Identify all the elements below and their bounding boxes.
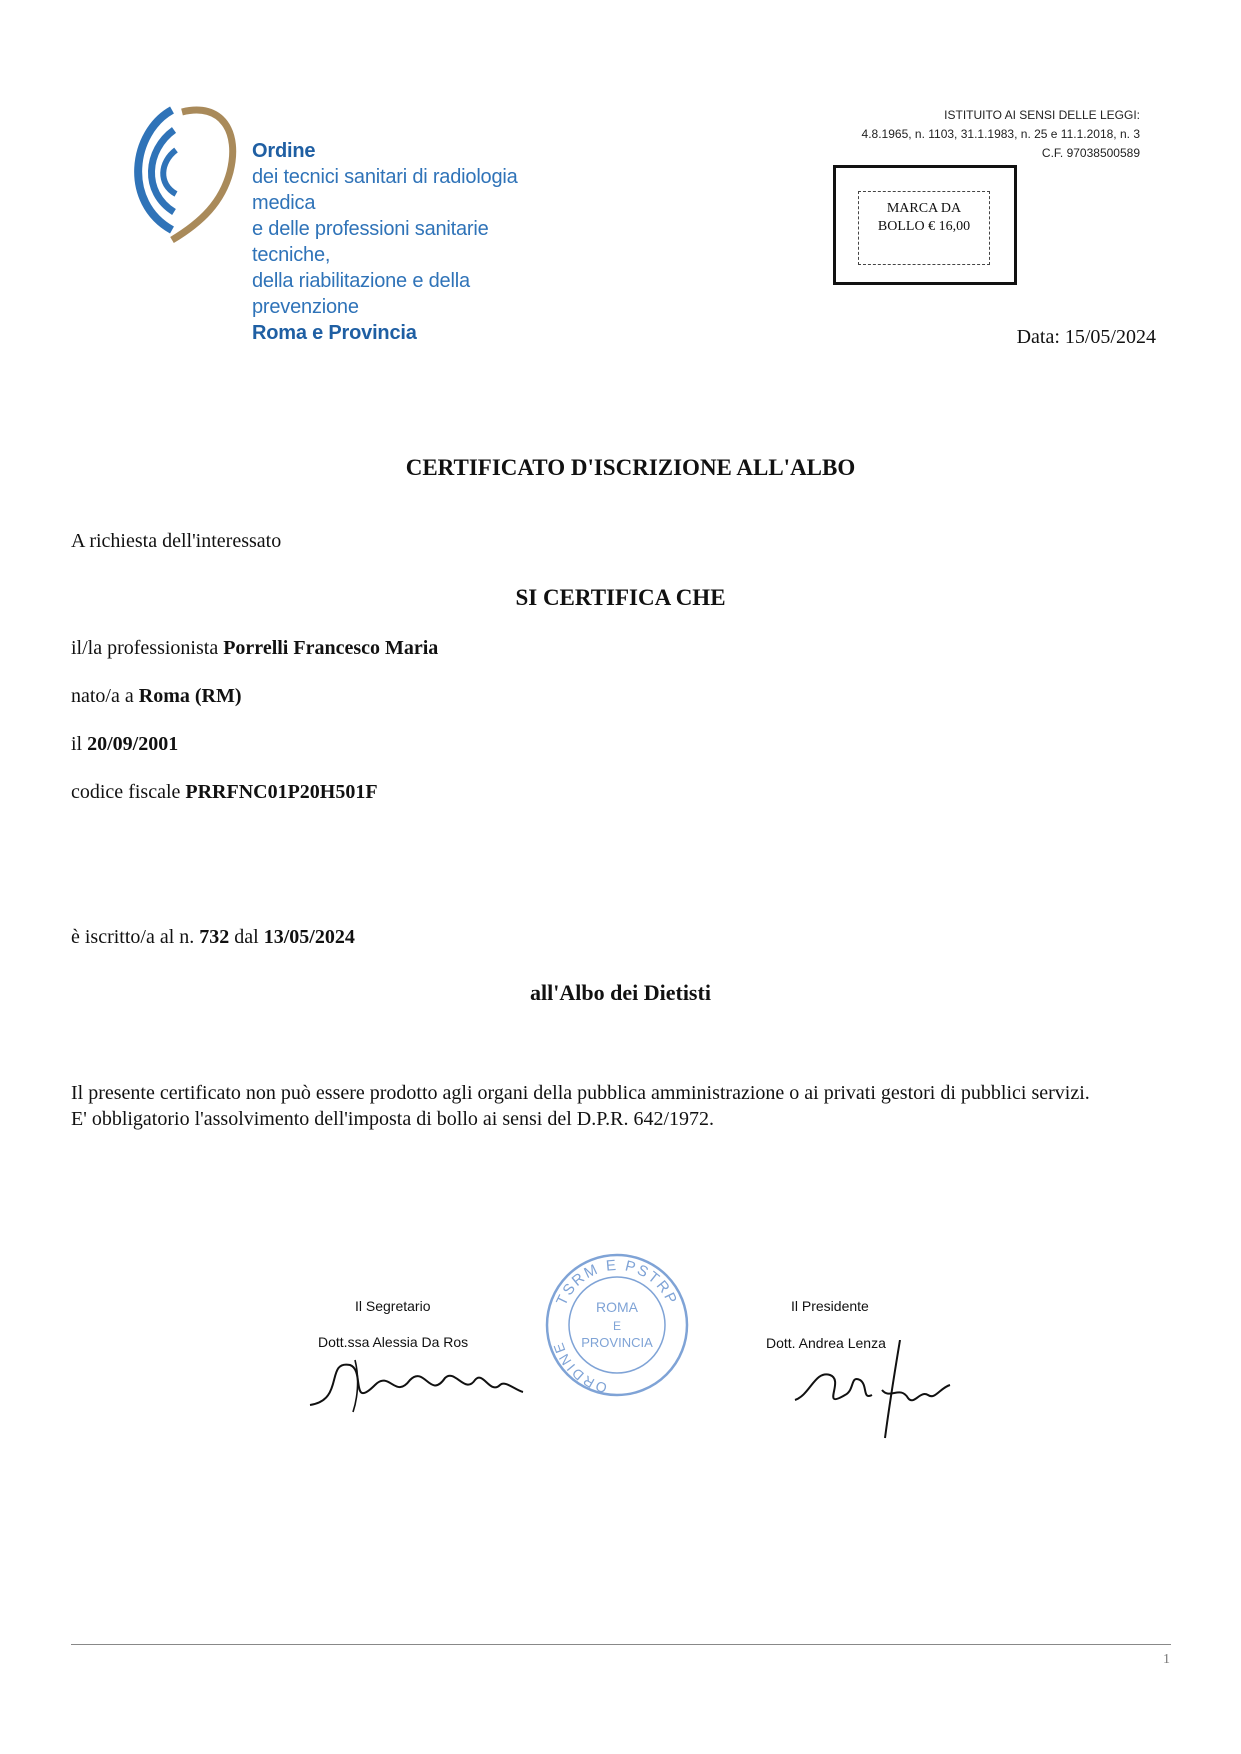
seal-center-3: PROVINCIA — [581, 1335, 653, 1350]
registration-number: 732 — [199, 926, 230, 948]
logo-title: Ordine — [252, 140, 316, 162]
professional-name: Porrelli Francesco Maria — [223, 637, 439, 659]
birthplace-line — [71, 685, 242, 708]
professional-line — [71, 637, 438, 660]
albo-name: all'Albo dei Dietisti — [530, 980, 711, 1005]
birthdate-label: il — [71, 733, 88, 755]
order-logo-icon — [112, 92, 242, 252]
legal-line-2: 4.8.1965, n. 1103, 31.1.1983, n. 25 e 11.1.2018, n. 3 — [861, 127, 1140, 141]
document-date: Data: 15/05/2024 — [1016, 326, 1156, 348]
birthplace-value: Roma (RM) — [138, 685, 242, 707]
request-line: A richiesta dell'interessato — [71, 530, 282, 552]
seal-ring-left: ORDINE — [549, 1339, 609, 1397]
registration-label-1: è iscritto/a al n. — [71, 926, 200, 948]
stamp-line-1: MARCA DA — [886, 201, 962, 216]
secretary-signature-icon — [305, 1340, 525, 1420]
legal-line-3: C.F. 97038500589 — [1041, 146, 1140, 160]
logo-wordmark — [252, 138, 572, 346]
notice-line-2: E' obbligatorio l'assolvimento dell'imposta di bollo ai sensi del D.P.R. 642/1972. — [71, 1108, 714, 1130]
seal-ring-top: TSRM E PSTRP — [553, 1256, 681, 1309]
birthdate-value: 20/09/2001 — [87, 733, 179, 755]
secretary-name: Dott.ssa Alessia Da Ros — [318, 1334, 469, 1350]
fiscal-code-label: codice fiscale — [71, 781, 186, 803]
legal-notice — [71, 1080, 1171, 1132]
president-role: Il Presidente — [791, 1298, 869, 1314]
birthdate-line — [71, 733, 178, 756]
fiscal-code-line — [71, 781, 378, 804]
official-seal-icon — [542, 1250, 692, 1400]
legal-reference — [780, 106, 1140, 163]
logo-line-2: e delle professioni sanitarie tecniche, — [252, 218, 489, 266]
page-number: 1 — [1163, 1652, 1170, 1667]
registration-line — [71, 926, 355, 949]
seal-center-1: ROMA — [596, 1299, 638, 1315]
revenue-stamp — [858, 191, 990, 265]
fiscal-code-value: PRRFNC01P20H501F — [185, 781, 378, 803]
certify-heading: SI CERTIFICA CHE — [515, 585, 726, 610]
seal-center-2: E — [612, 1319, 622, 1333]
registration-date: 13/05/2024 — [263, 926, 355, 948]
president-name: Dott. Andrea Lenza — [766, 1335, 886, 1351]
stamp-line-2: BOLLO € 16,00 — [877, 219, 971, 234]
birthplace-label: nato/a a — [71, 685, 139, 707]
logo-line-3: della riabilitazione e della prevenzione — [252, 270, 470, 318]
notice-line-1: Il presente certificato non può essere prodotto agli organi della pubblica amministrazione o ai privati gestori di pubblici servizi. — [71, 1082, 1090, 1104]
logo-line-1: dei tecnici sanitari di radiologia medica — [252, 166, 518, 214]
certificate-title: CERTIFICATO D'ISCRIZIONE ALL'ALBO — [405, 455, 856, 480]
secretary-role: Il Segretario — [355, 1298, 431, 1314]
registration-label-2: dal — [229, 926, 264, 948]
president-signature-icon — [790, 1340, 960, 1440]
logo-region: Roma e Provincia — [252, 322, 417, 344]
professional-label: il/la professionista — [71, 637, 224, 659]
footer-divider — [71, 1644, 1171, 1645]
legal-line-1: ISTITUITO AI SENSI DELLE LEGGI: — [944, 108, 1140, 122]
